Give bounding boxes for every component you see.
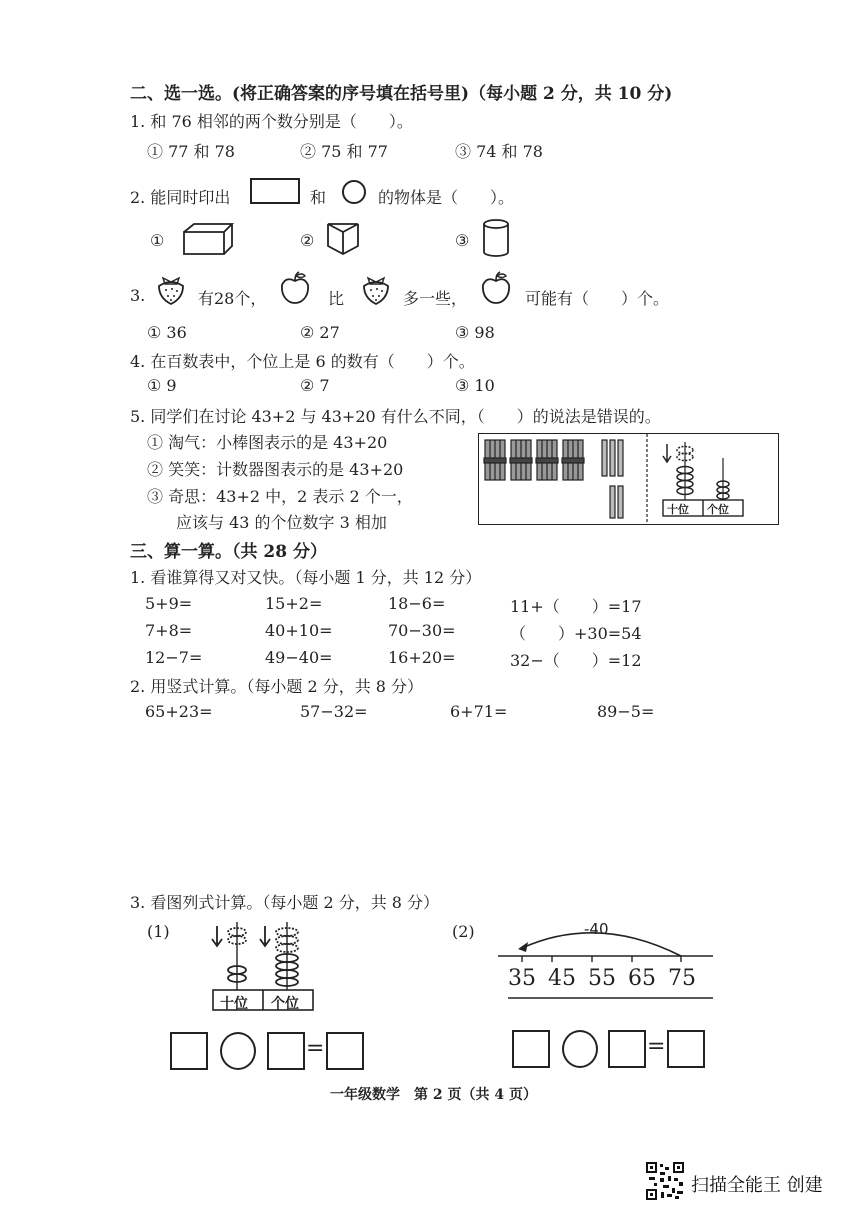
number-line-tick-35: 35 [508, 966, 536, 991]
calc-r3-c3: 16+20= [388, 648, 456, 667]
q5-option-3: ③ 奇思：43+2 中，2 表示 2 个一， [147, 487, 413, 506]
calc-r2-c2: 40+10= [265, 621, 333, 640]
number-line-tick-45: 45 [548, 966, 576, 991]
calc-r3-c1: 12−7= [145, 648, 203, 667]
number-line-tick-55: 55 [588, 966, 616, 991]
rectangle-shape-icon [250, 178, 300, 204]
triangular-prism-icon [326, 220, 360, 256]
q3-part4: 可能有（ ）个。 [525, 289, 670, 308]
calc-r3-c4: 32−（ ）=12 [510, 651, 642, 670]
number-line-tick-65: 65 [628, 966, 656, 991]
operator-circle[interactable] [562, 1030, 598, 1068]
q3-part1: 有28个， [198, 289, 267, 308]
q3-prefix: 3. [130, 286, 146, 305]
s3-q1-stem: 1. 看谁算得又对又快。（每小题 1 分，共 12 分） [130, 568, 482, 587]
vertical-calc-4: 89−5= [597, 702, 655, 721]
answer-box[interactable] [326, 1032, 364, 1070]
answer-box[interactable] [512, 1030, 550, 1068]
cuboid-icon [182, 222, 234, 256]
calc-r2-c4: （ ）+30=54 [510, 624, 642, 643]
q2-option-3-label: ③ [455, 231, 470, 250]
q3-option-2: ② 27 [300, 323, 340, 342]
q1-option-1: ① 77 和 78 [147, 142, 235, 161]
cylinder-icon [482, 218, 510, 258]
q2-stem-c: 的物体是（ ）。 [378, 188, 515, 207]
apple-icon [479, 270, 513, 306]
q1-option-2: ② 75 和 77 [300, 142, 388, 161]
q5-abacus-label-ones: 个位 [707, 503, 729, 516]
q1-stem: 1. 和 76 相邻的两个数分别是（ ）。 [130, 112, 413, 131]
operator-circle[interactable] [220, 1032, 256, 1070]
answer-box[interactable] [170, 1032, 208, 1070]
q4-option-1: ① 9 [147, 376, 177, 395]
answer-box[interactable] [667, 1030, 705, 1068]
scanner-brand-label: 扫描全能王 创建 [691, 1175, 823, 1196]
q5-option-1: ① 淘气：小棒图表示的是 43+20 [147, 433, 388, 452]
answer-box[interactable] [608, 1030, 646, 1068]
number-line-tick-75: 75 [668, 966, 696, 991]
section3-title: 三、算一算。（共 28 分） [130, 542, 327, 562]
vertical-calc-2: 57−32= [300, 702, 368, 721]
calc-r2-c3: 70−30= [388, 621, 456, 640]
strawberry-icon [360, 272, 392, 306]
q3-part2: 比 [328, 289, 345, 308]
circle-shape-icon [342, 180, 366, 204]
q4-option-3: ③ 10 [455, 376, 495, 395]
s3-q3-sub1: (1) [147, 922, 170, 941]
calc-r2-c1: 7+8= [145, 621, 193, 640]
page-footer: 一年级数学 第 2 页（共 4 页） [330, 1087, 537, 1103]
calc-r3-c2: 49−40= [265, 648, 333, 667]
q3-option-3: ③ 98 [455, 323, 495, 342]
calc-r1-c4: 11+（ ）=17 [510, 597, 642, 616]
qr-code-icon [646, 1162, 684, 1200]
calc-r1-c3: 18−6= [388, 594, 446, 613]
s3-abacus-label-tens: 十位 [220, 996, 248, 1012]
strawberry-icon [155, 272, 187, 306]
q4-stem: 4. 在百数表中，个位上是 6 的数有（ ）个。 [130, 352, 475, 371]
q2-option-1-label: ① [150, 231, 165, 250]
q5-stem: 5. 同学们在讨论 43+2 与 43+20 有什么不同，（ ）的说法是错误的。 [130, 407, 661, 426]
number-line-jump-label: -40 [584, 920, 609, 938]
s3-q3-stem: 3. 看图列式计算。（每小题 2 分，共 8 分） [130, 893, 440, 912]
q4-option-2: ② 7 [300, 376, 330, 395]
q2-option-2-label: ② [300, 231, 315, 250]
q2-stem-a: 2. 能同时印出 [130, 188, 231, 207]
equals-sign: = [306, 1036, 325, 1061]
q5-option-2: ② 笑笑：计数器图表示的是 43+20 [147, 460, 404, 479]
calc-r1-c1: 5+9= [145, 594, 193, 613]
vertical-calc-3: 6+71= [450, 702, 508, 721]
section2-title: 二、选一选。(将正确答案的序号填在括号里)（每小题 2 分，共 10 分) [130, 84, 673, 104]
apple-icon [278, 270, 312, 306]
s3-abacus-label-ones: 个位 [271, 996, 299, 1012]
q1-option-3: ③ 74 和 78 [455, 142, 543, 161]
q2-stem-b: 和 [310, 188, 327, 207]
calc-r1-c2: 15+2= [265, 594, 323, 613]
q5-abacus-label-tens: 十位 [667, 503, 689, 516]
s3-q3-sub2: (2) [452, 922, 475, 941]
vertical-calc-1: 65+23= [145, 702, 213, 721]
q5-option-3-cont: 应该与 43 的个位数字 3 相加 [176, 513, 387, 532]
q3-part3: 多一些， [403, 289, 468, 308]
equals-sign: = [647, 1034, 666, 1059]
q3-option-1: ① 36 [147, 323, 187, 342]
q5-figure-frame [478, 433, 779, 525]
s3-q2-stem: 2. 用竖式计算。（每小题 2 分，共 8 分） [130, 677, 424, 696]
answer-box[interactable] [267, 1032, 305, 1070]
